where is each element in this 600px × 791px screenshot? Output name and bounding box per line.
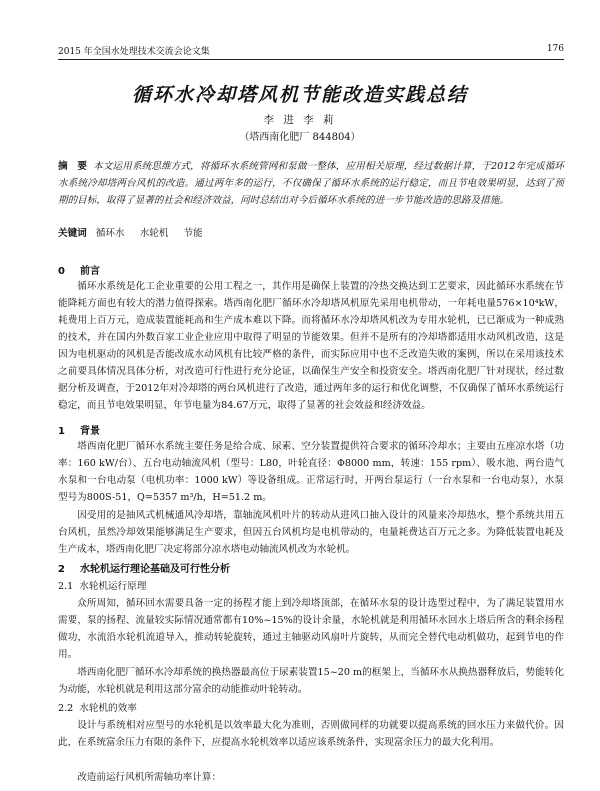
running-header bbox=[58, 44, 564, 60]
section-number: 0 bbox=[58, 266, 65, 277]
keyword: 循环水 bbox=[95, 228, 125, 239]
subsection-title: 水轮机运行原理 bbox=[79, 581, 147, 592]
subsection-heading bbox=[58, 700, 137, 714]
body-paragraph: 塔西南化肥厂循环水系统主要任务是给合成、尿素、空分装置提供符合要求的循环冷却水；主要由五座凉水塔（功率：160 kW/台）、五台电动轴流风机（型号：L80，叶轮直径：Φ8000 mm，转速：155 rpm）、吸水池、两台造气水泵和一台电动泵（电机功率：1000 kW）等设备组成。正常运行时，开两台泵运行（一台水泵和一台电动泵），水泵型号为800S-51，Q=5357 m³/h，H=51.2 m。 bbox=[58, 441, 564, 503]
abstract-label: 摘 要 bbox=[58, 161, 88, 172]
keyword: 节能 bbox=[183, 228, 203, 239]
section-heading-0 bbox=[58, 262, 100, 277]
paper-title: 循环水冷却塔风机节能改造实践总结 bbox=[131, 84, 468, 106]
subsection-title: 水轮机的效率 bbox=[79, 703, 137, 714]
section-title: 前言 bbox=[80, 266, 100, 277]
section-number: 1 bbox=[58, 426, 65, 437]
keywords bbox=[58, 225, 564, 239]
body-paragraph: 因受用的是抽风式机械通风冷却塔，靠轴流风机叶片的转动从进风口抽入设计的风量来冷却热水，整个系统共用五台风机，虽然冷却效果能够满足生产要求，但因五台风机均是电机带动的，电量耗费达百万元之多。为降低装置电耗及生产成本，塔西南化肥厂决定将部分凉水塔电动轴流风机改为水轮机。 bbox=[58, 510, 564, 555]
affiliation: （塔西南化肥厂 844804） bbox=[239, 132, 361, 143]
keyword: 水轮机 bbox=[139, 228, 169, 239]
keywords-label: 关键词 bbox=[58, 228, 87, 239]
body-paragraph: 众所周知，循环回水需要具备一定的扬程才能上到冷却塔顶部，在循环水泵的设计选型过程中，为了满足装置用水需要，泵的扬程、流量较实际情况通常都有10%~15%的设计余量，水轮机就是利用循环水回水上塔后所含的剩余扬程做功，水流沿水轮机流道导入，推动转轮旋转，通过主轴驱动风扇叶片旋转，从而完全替代电动机做功，起到节电的作用。 bbox=[58, 598, 564, 660]
body-paragraph: 设计与系统相对应型号的水轮机是以效率最大化为准则，否则做同样的功就要以提高系统的回水压力来做代价。因此，在系统富余压力有限的条件下，应提高水轮机效率以适应该系统条件，实现富余压力的最大化利用。 bbox=[58, 720, 564, 748]
subsection-heading bbox=[58, 578, 146, 592]
section-heading-1 bbox=[58, 422, 100, 437]
body-paragraph: 塔西南化肥厂循环水冷却系统的换热器最高位于尿素装置15~20 m的框架上，当循环水从换热器释放后，势能转化为动能，水轮机就是利用这部分富余的动能推动叶轮转动。 bbox=[58, 667, 564, 695]
section-title: 背景 bbox=[80, 426, 100, 437]
section-title: 水轮机运行理论基础及可行性分析 bbox=[80, 564, 230, 575]
journal-name: 2015 年全国水处理技术交流会论文集 bbox=[58, 47, 210, 57]
subsection-number: 2.2 bbox=[58, 703, 74, 714]
subsection-number: 2.1 bbox=[58, 581, 74, 592]
section-heading-2 bbox=[58, 560, 230, 575]
page-number: 176 bbox=[546, 44, 564, 54]
abstract bbox=[58, 158, 564, 209]
abstract-text: 本文运用系统思维方式，将循环水系统管网和泵做一整体，应用相关原理，经过数据计算，于2012年完成循环水系统冷却塔两台风机的改造。通过两年多的运行，不仅确保了循环水系统的运行稳定，而且节电效果明显，达到了预期的目标，取得了显著的社会和经济效益，同时总结出对今后循环水系统的进一步节能改造的思路及措施。 bbox=[58, 161, 565, 206]
body-paragraph: 改造前运行风机所需轴功率计算： bbox=[77, 772, 222, 783]
section-number: 2 bbox=[58, 564, 65, 575]
authors: 李 进 李 莉 bbox=[263, 114, 337, 126]
body-paragraph: 循环水系统是化工企业重要的公用工程之一，其作用是确保上装置的冷热交换达到工艺要求，因此循环水系统在节能降耗方面也有较大的潜力值得探索。塔西南化肥厂循环水冷却塔风机原先采用电机带动，一年耗电量576×10⁴kW，耗费用上百万元，造成装置能耗高和生产成本难以下降。而将循环水冷却塔风机改为专用水轮机，已已渐成为一种成熟的技术，并在国内外数百家工业企业应用中取得了明显的节能效果。但并不是所有的冷却塔都适用水动风机改造，这是因为电机驱动的风机是否能改成水动风机有比较严格的条件，而实际应用中也不乏改造失败的案例，所以在采用该技术之前要具体情况具体分析，对改造可行性进行充分论证，以确保生产安全和投资安全。塔西南化肥厂针对现状，经过数据分析及调查，于2012年对冷却塔的两台风机进行了改造，通过两年多的运行和优化调整，不仅确保了循环水系统运行稳定，而且节电效果明显，年节电量为84.67万元，取得了显著的社会效益和经济效益。 bbox=[58, 281, 564, 411]
